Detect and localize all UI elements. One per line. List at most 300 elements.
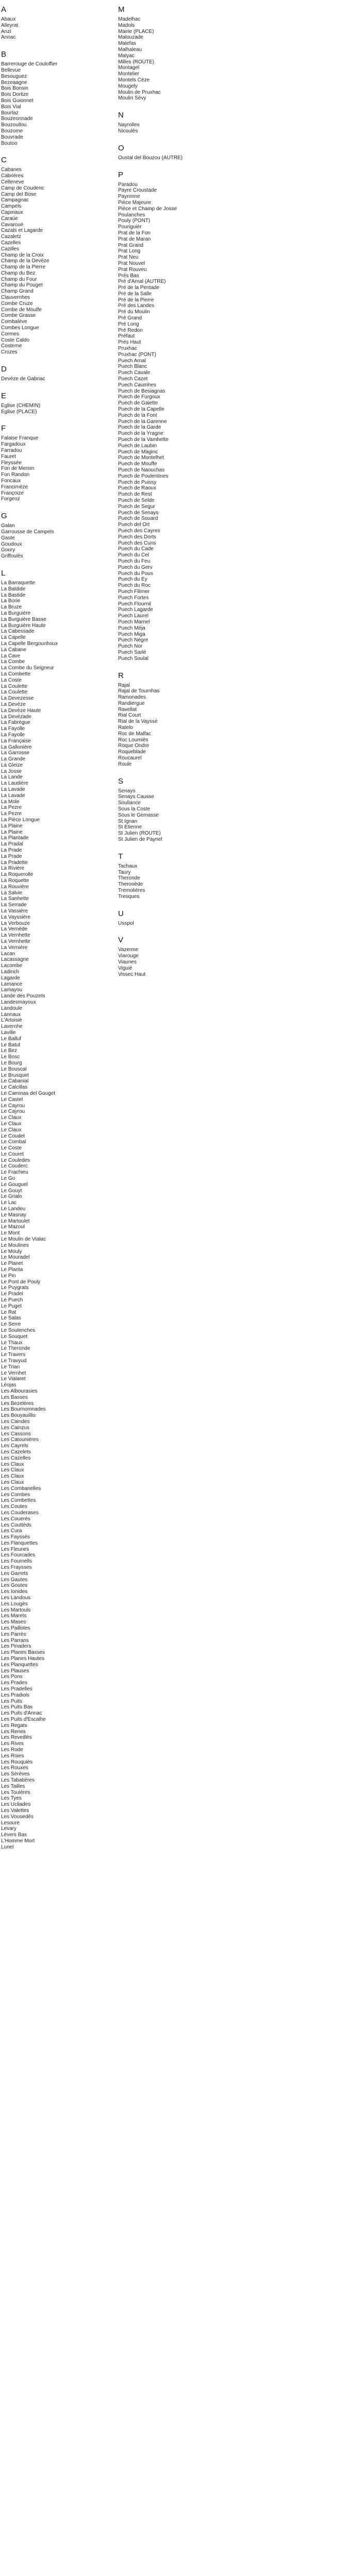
street-name: La Pièce Longue xyxy=(1,817,40,823)
street-list xyxy=(1,435,114,502)
street-name: Le Trian xyxy=(1,1364,20,1370)
street-name: Puech de Senays xyxy=(118,510,159,516)
street-name: Les Martouls xyxy=(1,1607,31,1613)
street-name: Puech de Maginc xyxy=(118,449,158,455)
street-name: Levary xyxy=(1,1826,17,1832)
street-name: Bouzome xyxy=(1,128,23,134)
street-name: Bois Guionnet xyxy=(1,97,34,104)
street-name: Clauvernhes xyxy=(1,295,30,301)
street-name: Les Catounières xyxy=(1,1437,39,1443)
street-name: Le Vernhet xyxy=(1,1370,26,1376)
street-name: Payre Croustade xyxy=(118,188,157,194)
street-name: La Rivière xyxy=(1,866,25,872)
street-name: Les Toulères xyxy=(1,1789,30,1795)
street-name: Landoule xyxy=(1,1005,23,1011)
street-name: La Garrosse xyxy=(1,750,30,756)
street-name: Prat Long xyxy=(118,248,141,255)
street-name: Alleyrat xyxy=(1,22,19,28)
street-name: La Baldide xyxy=(1,586,26,592)
street-name: Le Mouly xyxy=(1,1248,22,1255)
section-letter: N xyxy=(118,111,124,120)
street-name: Puech de Souard xyxy=(118,516,158,522)
street-name: Puech de Gaiette xyxy=(118,400,158,406)
street-name: Les Vousedès xyxy=(1,1814,34,1820)
street-name: Les Rives xyxy=(1,1741,24,1747)
street-name: Usspol xyxy=(118,920,134,926)
section-letter: A xyxy=(1,5,7,14)
index-section-n xyxy=(118,111,231,134)
street-name: Malhaleau xyxy=(118,46,142,53)
street-name: Griffoulès xyxy=(1,553,23,560)
street-name: Les Combes xyxy=(1,1492,30,1498)
street-name: Moulin Sévy xyxy=(118,95,146,101)
street-name: Puech Soulal xyxy=(118,655,148,662)
street-name: Puech Méja xyxy=(118,625,145,631)
street-name: Vazerme xyxy=(118,947,139,953)
street-name: Paradou xyxy=(118,181,138,188)
street-name: Les Marets xyxy=(1,1613,27,1619)
index-section-s xyxy=(118,777,231,843)
street-name: Lamance xyxy=(1,981,23,987)
street-name: Le Thaux xyxy=(1,1340,23,1346)
street-name: Gaste xyxy=(1,535,15,541)
street-name: Lacombe xyxy=(1,963,23,969)
street-name: Préfaut xyxy=(118,333,135,340)
section-letter: B xyxy=(1,50,7,59)
street-name: St Julien (ROUTE) xyxy=(118,831,161,837)
street-name: Le Pradel xyxy=(1,1291,23,1297)
street-name: Theronde xyxy=(118,875,140,882)
street-name: Les Prades xyxy=(1,1680,27,1686)
street-name: Lamayou xyxy=(1,987,23,993)
street-name: Les Sèrèves xyxy=(1,1771,30,1777)
street-name: Barrerouge de Couloffier xyxy=(1,61,58,67)
index-section-t xyxy=(118,852,231,900)
street-list xyxy=(1,403,114,415)
street-name: La Coulette xyxy=(1,683,28,689)
street-name: Puech du Pous xyxy=(118,570,153,577)
street-name: Le Masnay xyxy=(1,1212,26,1218)
section-letter: L xyxy=(1,568,6,578)
street-name: Les Cazelles xyxy=(1,1455,31,1461)
street-name: Le Claux xyxy=(1,1121,22,1127)
street-name: Montels Cèze xyxy=(118,77,150,83)
street-name: Ratelo xyxy=(118,725,133,731)
street-name: Boutoo xyxy=(1,140,18,146)
street-name: Les Fourcades xyxy=(1,1552,36,1558)
street-name: Roucaurel xyxy=(118,755,142,761)
street-name: Puech del Ort xyxy=(118,522,150,528)
street-list xyxy=(1,61,114,146)
street-name: Puech Blanc xyxy=(118,364,147,370)
street-name: Prés Haut xyxy=(118,340,141,346)
street-name: Lande des Pouzets xyxy=(1,993,45,999)
street-name: Les Claux xyxy=(1,1467,24,1473)
street-name: Champ de la Croix xyxy=(1,252,44,258)
street-name: Roqueblade xyxy=(118,749,146,755)
street-name: La Serrade xyxy=(1,902,27,908)
street-name: Camp del Bose xyxy=(1,191,37,197)
index-section-v xyxy=(118,936,231,977)
street-name: Montagel xyxy=(118,65,140,71)
street-name: Randiergue xyxy=(118,700,145,706)
street-name: La Capelle xyxy=(1,635,26,641)
street-name: Le Puget xyxy=(1,1303,22,1309)
street-name: Puech Lagarde xyxy=(118,607,153,613)
street-name: Lacan xyxy=(1,951,15,957)
street-name: Mougely xyxy=(118,83,138,89)
street-name: Pré de la Salle xyxy=(118,291,152,297)
street-name: Theronède xyxy=(118,882,143,888)
street-name: Le Couledes xyxy=(1,1157,30,1163)
street-name: Vissec Haut xyxy=(118,971,146,977)
street-name: Coste Caldo xyxy=(1,337,30,343)
section-letter: U xyxy=(118,909,124,918)
street-name: La Coste xyxy=(1,677,22,683)
street-name: Les Cazelets xyxy=(1,1449,31,1455)
street-name: La Française xyxy=(1,738,31,744)
street-name: Nayrolles xyxy=(118,122,140,128)
street-name: Bois Dorlize xyxy=(1,92,29,98)
street-name: Le Caminas del Gouget xyxy=(1,1090,56,1096)
street-name: La Verbouze xyxy=(1,920,30,926)
street-name: Le Castel xyxy=(1,1096,23,1103)
street-name: Puech du Gerv xyxy=(118,564,153,570)
street-name: Le Lac xyxy=(1,1200,17,1206)
street-name: Puech Laurel xyxy=(118,613,148,619)
street-name: St Julien de Paynel xyxy=(118,837,162,843)
street-name: Les Plauses xyxy=(1,1668,29,1674)
street-name: Prat de la Fon xyxy=(118,230,151,236)
street-name: Les Fraysses xyxy=(1,1565,32,1571)
street-name: Annac xyxy=(1,35,16,41)
street-name: Tresques xyxy=(118,893,140,900)
street-name: Les Fleunes xyxy=(1,1546,29,1552)
street-name: Taury xyxy=(118,869,131,875)
street-name: Puech Négre xyxy=(118,637,148,643)
index-section-m xyxy=(118,5,231,101)
street-name: La Burguière Haute xyxy=(1,622,46,629)
street-name: Cazilles xyxy=(1,246,20,252)
street-name: Puech Fortes xyxy=(118,595,149,601)
street-name: Milles (ROUTE) xyxy=(118,59,154,65)
street-name: La Cave xyxy=(1,653,21,659)
street-name: Cabanes xyxy=(1,167,22,173)
street-name: Capmaux xyxy=(1,209,23,215)
street-name: Puech de Naouchas xyxy=(118,467,165,473)
street-name: Puech Sarlé xyxy=(118,649,146,655)
street-name: La Vayssière xyxy=(1,914,31,920)
street-name: Françoize xyxy=(1,490,24,496)
street-name: Tremolières xyxy=(118,888,145,894)
index-section-e xyxy=(1,392,114,415)
index-section-p xyxy=(118,171,231,662)
street-name: Rajal xyxy=(118,682,130,688)
street-name: Le Combal xyxy=(1,1139,26,1145)
street-name: Le Coudet xyxy=(1,1133,25,1139)
street-name: Lesoure xyxy=(1,1820,20,1826)
street-name: Sous la Coste xyxy=(118,806,151,812)
index-section-o xyxy=(118,144,231,161)
street-name: La Laudière xyxy=(1,781,28,787)
section-letter: G xyxy=(1,512,7,521)
street-name: Champ du Pouget xyxy=(1,282,43,289)
street-list xyxy=(1,376,114,382)
street-name: Ramonades xyxy=(118,694,146,701)
street-name: Pré des Landes xyxy=(118,303,155,309)
street-name: Les Roies xyxy=(1,1753,24,1759)
street-name: Cormes xyxy=(1,331,20,337)
street-list xyxy=(118,182,231,662)
street-name: Les Cura xyxy=(1,1528,22,1534)
street-name: Le Gouyt xyxy=(1,1188,22,1194)
street-name: Ravellat xyxy=(118,706,137,713)
street-name: Crozes xyxy=(1,349,18,355)
street-name: Le Frachieu xyxy=(1,1170,28,1176)
street-name: Fleyssée xyxy=(1,460,22,466)
street-name: La Josse xyxy=(1,768,22,774)
section-letter: M xyxy=(118,5,125,14)
street-name: Pré Long xyxy=(118,321,139,327)
street-name: Le Calcillas xyxy=(1,1084,28,1091)
street-index-column-right xyxy=(118,5,231,977)
street-name: Le Claux xyxy=(1,1127,22,1133)
street-name: Le Landeu xyxy=(1,1206,26,1212)
street-name: Lévers Bas xyxy=(1,1832,27,1838)
street-list xyxy=(1,580,114,1851)
street-name: Puech du Cel xyxy=(118,552,150,558)
street-name: Prat Nouvel xyxy=(118,260,145,266)
street-name: Le Travers xyxy=(1,1352,26,1358)
street-name: Les Pradiols xyxy=(1,1692,30,1698)
street-name: Léojas xyxy=(1,1382,16,1388)
street-name: La Barraquette xyxy=(1,580,36,586)
street-name: Puech Arnal xyxy=(118,358,146,364)
street-name: Roque Ondre xyxy=(118,743,150,749)
street-name: Francimèze xyxy=(1,484,28,490)
street-name: Besouguez xyxy=(1,73,27,79)
street-name: La Gleize xyxy=(1,762,23,768)
street-name: Les Renes xyxy=(1,1728,26,1735)
street-name: Rial Court xyxy=(118,713,141,719)
street-name: Les Ucliades xyxy=(1,1802,31,1808)
street-name: Le Go xyxy=(1,1176,15,1182)
street-name: Prés Bas xyxy=(118,273,139,279)
street-name: Le Brusquet xyxy=(1,1072,29,1078)
street-name: Puech de la Garenne xyxy=(118,418,167,425)
street-name: La Fayolle xyxy=(1,726,25,732)
street-name: Pièce Majeure xyxy=(118,199,151,206)
street-name: La Capelle Bergounhoux xyxy=(1,640,58,647)
street-name: Les Caindes xyxy=(1,1418,30,1425)
street-name: Les Claux xyxy=(1,1473,24,1480)
street-name: Prat Rouveu xyxy=(118,266,147,273)
street-name: Viaunes xyxy=(118,959,137,965)
street-name: Fargadoux xyxy=(1,442,26,448)
street-name: Le Pont de Pouly xyxy=(1,1279,41,1285)
street-name: Le Bez xyxy=(1,1048,18,1054)
street-name: Le Salas xyxy=(1,1315,21,1321)
street-name: Puech du Feu xyxy=(118,558,151,564)
street-name: Roc Loumiès xyxy=(118,737,148,743)
street-name: Roule xyxy=(118,761,132,767)
street-name: Moulin de Pruxhac xyxy=(118,89,161,95)
street-name: Farradou xyxy=(1,448,22,454)
street-name: Combalève xyxy=(1,319,27,325)
street-name: Prat Grand xyxy=(118,242,143,248)
street-name: Pouly (PONT) xyxy=(118,218,151,224)
street-name: Le Rat xyxy=(1,1309,16,1315)
street-name: Puech de Selde xyxy=(118,497,155,503)
street-name: Lannaux xyxy=(1,1011,21,1018)
street-name: La Lavade xyxy=(1,792,25,799)
street-name: Puech du Cade xyxy=(118,546,154,552)
street-name: Puech Filimer xyxy=(118,588,150,595)
street-name: Prat Neu xyxy=(118,255,139,261)
street-name: Les Albourasies xyxy=(1,1388,38,1394)
street-name: Puech du Ey xyxy=(118,577,147,583)
street-name: Le Mont xyxy=(1,1230,20,1236)
street-name: Pré du Moulin xyxy=(118,309,150,315)
street-name: La Bruze xyxy=(1,604,22,611)
street-name: Montelier xyxy=(118,71,140,77)
street-name: Senays Causse xyxy=(118,794,155,800)
street-name: Celleneve xyxy=(1,179,24,185)
street-name: Les Planes Hautes xyxy=(1,1656,44,1662)
street-name: Puech de Raoux xyxy=(118,485,156,492)
street-name: Le Puech xyxy=(1,1297,23,1303)
street-name: Puech de Laubin xyxy=(118,443,157,449)
street-name: Bouzoullou xyxy=(1,122,27,128)
street-name: Le Planta xyxy=(1,1267,23,1273)
street-name: La Prade xyxy=(1,848,22,854)
street-name: Oustal del Bouzou (AUTRE) xyxy=(118,155,183,161)
street-name: Combe Cruze xyxy=(1,300,33,307)
street-name: Le Couret xyxy=(1,1151,24,1157)
street-name: La Combe du Seigneur xyxy=(1,665,54,671)
street-name: Cazelles xyxy=(1,240,21,246)
street-name: Puech du Roc xyxy=(118,583,151,589)
street-name: Puech Marnel xyxy=(118,619,150,625)
street-name: Ladinch xyxy=(1,969,20,975)
street-name: Puech de la Capelle xyxy=(118,406,164,413)
street-name: L'Artoisiè xyxy=(1,1018,22,1024)
section-letter: D xyxy=(1,365,7,374)
street-name: Les Ionides xyxy=(1,1589,28,1595)
street-name: La Burguière xyxy=(1,610,31,616)
street-name: Puech Flournil xyxy=(118,601,151,607)
street-name: Les Tailles xyxy=(1,1783,25,1789)
street-list xyxy=(118,155,231,161)
street-name: Foncaux xyxy=(1,478,21,484)
street-name: Malyac xyxy=(118,53,135,59)
index-section-f xyxy=(1,424,114,502)
index-section-d xyxy=(1,365,114,382)
street-name: La Vernhette xyxy=(1,933,30,939)
street-name: Les Cassons xyxy=(1,1431,31,1437)
street-name: La Pradette xyxy=(1,859,28,866)
street-name: La Burguière Basse xyxy=(1,616,46,622)
street-name: Le Pin xyxy=(1,1273,16,1279)
street-name: Les Couttèds xyxy=(1,1522,31,1528)
street-name: La Pezre xyxy=(1,805,22,811)
street-name: La Combe xyxy=(1,659,25,665)
street-name: Le Couderc xyxy=(1,1163,28,1170)
street-name: La Devèze xyxy=(1,701,26,707)
street-name: Le Theronde xyxy=(1,1346,30,1352)
street-name: Bezeaagne xyxy=(1,79,27,86)
street-list xyxy=(1,16,114,41)
street-name: Caraüe xyxy=(1,215,18,222)
street-index-column-left xyxy=(1,5,114,1851)
street-name: Puech des Cuns xyxy=(118,540,156,546)
index-section-b xyxy=(1,50,114,146)
street-name: Souliance xyxy=(118,800,141,806)
street-name: Les Bournomnades xyxy=(1,1406,46,1413)
street-name: Les Cainzus xyxy=(1,1425,30,1431)
street-name: Les Reveillès xyxy=(1,1735,32,1741)
street-name: Puech Caumhes xyxy=(118,382,156,388)
street-name: La Vernède xyxy=(1,926,28,933)
street-name: Les Gautes xyxy=(1,1577,28,1583)
street-name: Champ de la Pierre xyxy=(1,264,46,270)
street-list xyxy=(118,16,231,101)
street-name: Le Balluf xyxy=(1,1036,21,1042)
street-name: Les Flanquettes xyxy=(1,1540,38,1546)
street-name: Puech de Rest xyxy=(118,492,152,498)
index-section-r xyxy=(118,671,231,768)
street-name: Puech Nor xyxy=(118,643,143,650)
street-list xyxy=(118,863,231,900)
street-name: Pré Redon xyxy=(118,327,143,333)
street-name: Champ du Four xyxy=(1,276,37,282)
street-name: La Lavade xyxy=(1,787,25,793)
section-letter: R xyxy=(118,671,124,680)
street-name: Puech de Montelhet xyxy=(118,455,164,461)
street-name: La Pradal xyxy=(1,841,23,848)
street-name: Cabrières xyxy=(1,173,24,179)
street-name: Combe Grasse xyxy=(1,313,36,319)
street-name: Lunel xyxy=(1,1844,14,1850)
street-name: Le Cayrou xyxy=(1,1109,25,1115)
street-name: La Sanhette xyxy=(1,896,29,902)
street-name: Les Puits d'Escalhe xyxy=(1,1717,46,1722)
street-name: Les Pinaders xyxy=(1,1643,31,1650)
street-name: Les Paillotes xyxy=(1,1625,30,1632)
street-name: Le Martoulet xyxy=(1,1218,30,1224)
street-name: La Bastide xyxy=(1,592,26,598)
section-letter: C xyxy=(1,156,7,165)
street-name: Les Coutes xyxy=(1,1504,27,1510)
street-name: Le Soulenches xyxy=(1,1328,36,1333)
street-name: Falaise Franque xyxy=(1,435,39,442)
street-name: Les Rouquiès xyxy=(1,1759,33,1765)
street-name: Madols xyxy=(118,22,135,28)
street-name: Viarouge xyxy=(118,953,139,959)
street-name: Les Pradelles xyxy=(1,1686,32,1692)
street-name: La Devèzade xyxy=(1,714,31,720)
street-name: Le Cabanial xyxy=(1,1078,29,1084)
street-name: Anzi xyxy=(1,28,11,35)
street-name: Payronne xyxy=(118,194,140,200)
street-list xyxy=(118,921,231,927)
street-name: Cavaroué xyxy=(1,222,24,228)
street-name: Pré d'Arnal (AUTRE) xyxy=(118,279,166,285)
street-name: Bourlaz xyxy=(1,110,19,116)
street-list xyxy=(1,523,114,560)
street-name: Eglise (CHEMIN) xyxy=(1,402,41,409)
street-name: Le Bouscal xyxy=(1,1066,27,1072)
